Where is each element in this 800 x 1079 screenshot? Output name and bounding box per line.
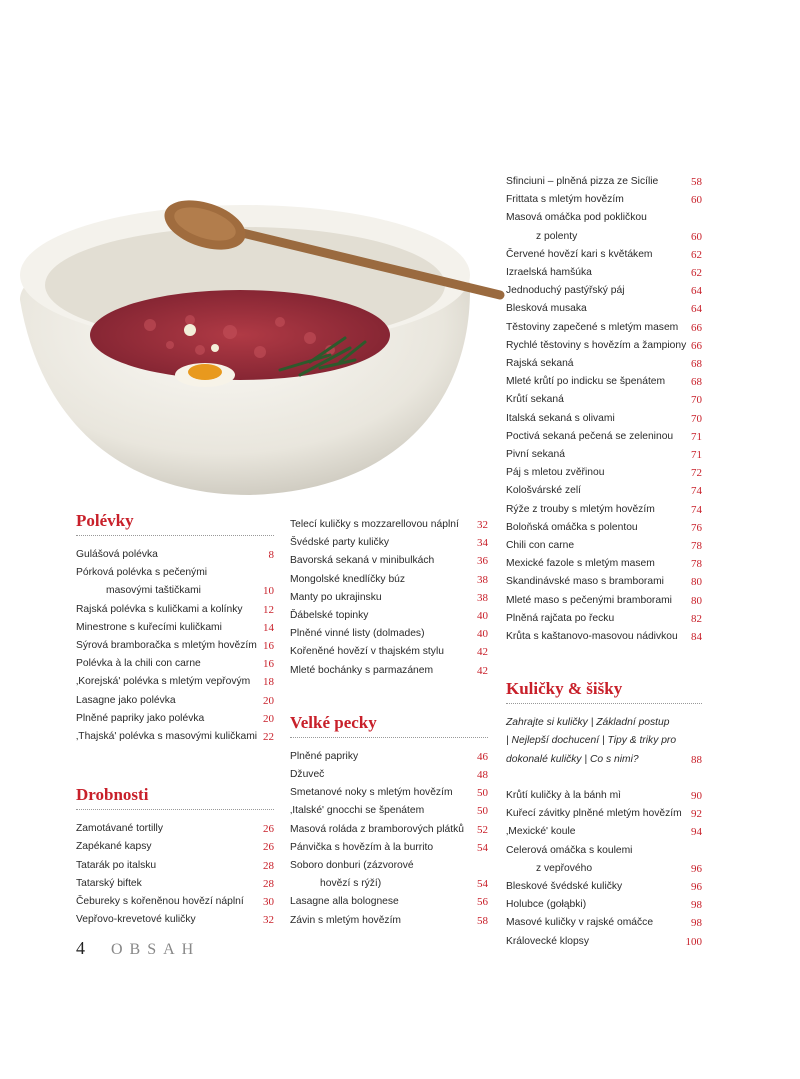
toc-entry [290, 571, 488, 589]
toc-entry-title: Pánvička s hovězím à la burrito [290, 841, 434, 853]
toc-entry-page: 54 [477, 878, 488, 891]
toc-entry-page: 28 [263, 859, 274, 872]
toc-entry [76, 838, 274, 856]
toc-entry-title: Plněné papriky jako polévka [76, 712, 205, 724]
section-heading-kulicky: Kuličky & šišky [506, 678, 702, 704]
toc-entry [290, 643, 488, 661]
toc-entry-page: 66 [691, 321, 702, 334]
toc-entry-page: 52 [477, 823, 488, 836]
toc-entry [506, 519, 702, 537]
toc-entry [290, 516, 488, 534]
toc-entry-page: 54 [477, 841, 488, 854]
toc-entry-page: 70 [691, 412, 702, 425]
toc-entry [506, 300, 702, 318]
toc-entry-title: Čebureky s kořeněnou hovězí náplní [76, 896, 244, 908]
toc-entry-page: 92 [691, 808, 702, 821]
toc-entry [290, 552, 488, 570]
toc-entry-title: Smetanové noky s mletým hovězím [290, 787, 453, 799]
toc-entry-title: Plněná rajčata po řecku [506, 612, 615, 624]
toc-entry [76, 673, 274, 691]
toc-entry-page: 8 [268, 549, 274, 561]
toc-entry [506, 191, 702, 209]
toc-entry-title: z polenty [536, 230, 578, 242]
toc-entry [76, 911, 274, 929]
toc-entry [506, 319, 702, 337]
toc-entry-page: 22 [263, 731, 274, 744]
toc-entry-title: Džuveč [290, 769, 325, 781]
toc-entry [506, 482, 702, 500]
bowl-photo [0, 100, 520, 520]
toc-entry-title: Blesková musaka [506, 303, 587, 315]
toc-entry [76, 601, 274, 619]
toc-entry-title: Kuřecí závitky plněné mletým hovězím [506, 808, 682, 820]
toc-entry-title: Masová omáčka pod pokličkou [506, 212, 647, 224]
list-polevky [76, 546, 274, 746]
toc-entry-title: Lasagne jako polévka [76, 694, 176, 706]
toc-entry [506, 537, 702, 555]
toc-column-1 [76, 510, 274, 929]
toc-entry [506, 787, 702, 805]
list-velke-pecky [290, 748, 488, 930]
toc-entry [506, 209, 702, 227]
toc-entry-title: Plněné vinné listy (dolmades) [290, 628, 425, 640]
toc-entry-page: 60 [691, 194, 702, 207]
toc-entry-page: 74 [691, 503, 702, 516]
toc-entry-page: 26 [263, 823, 274, 836]
toc-entry-title: Sýrová bramboračka s mletým hovězím [76, 640, 257, 652]
toc-entry-title: Italská sekaná s olivami [506, 412, 615, 424]
list-drobnosti-cont [290, 516, 488, 680]
toc-entry-title: Pórková polévka s pečenými [76, 567, 208, 579]
toc-entry-title: ‚Italské' gnocchi se špenátem [290, 805, 425, 817]
toc-entry-page: 82 [691, 612, 702, 625]
toc-entry-title: Krůtí sekaná [506, 394, 564, 406]
toc-entry [506, 173, 702, 191]
toc-entry-page: 100 [685, 935, 702, 948]
toc-entry [290, 534, 488, 552]
toc-entry-page: 50 [477, 805, 488, 818]
toc-entry-title: Rajská polévka s kuličkami a kolínky [76, 603, 243, 615]
toc-entry-title: Boloňská omáčka s polentou [506, 521, 638, 533]
toc-entry-title: Královecké klopsy [506, 935, 589, 947]
toc-entry [76, 692, 274, 710]
toc-entry-title: Pivní sekaná [506, 449, 565, 461]
toc-entry-title: Jednoduchý pastýřský páj [506, 285, 625, 297]
toc-entry-page: 62 [691, 248, 702, 261]
toc-entry [506, 446, 702, 464]
page-footer [76, 938, 200, 959]
list-kulicky [506, 787, 702, 951]
toc-entry [506, 282, 702, 300]
section-heading-drobnosti: Drobnosti [76, 784, 274, 810]
toc-entry-page: 98 [691, 917, 702, 930]
toc-entry-title: Sfinciuni – plněná pizza ze Sicílie [506, 176, 659, 187]
toc-entry-page: 42 [477, 664, 488, 677]
toc-entry-title: Skandinávské maso s bramborami [506, 576, 664, 588]
toc-column-3 [506, 173, 702, 951]
toc-entry [506, 391, 702, 409]
toc-entry [76, 564, 274, 582]
toc-entry-title: Poctivá sekaná pečená se zeleninou [506, 430, 674, 442]
toc-entry-title: Švédské party kuličky [290, 537, 390, 549]
toc-entry-page: 16 [263, 640, 274, 653]
toc-entry [290, 607, 488, 625]
toc-entry [506, 246, 702, 264]
toc-entry [506, 373, 702, 391]
toc-entry-page: 96 [691, 880, 702, 893]
list-drobnosti [76, 820, 274, 929]
toc-entry-title: Minestrone s kuřecími kuličkami [76, 621, 222, 633]
toc-entry-title: Frittata s mletým hovězím [506, 194, 624, 206]
toc-entry-title: Lasagne alla bolognese [290, 896, 399, 908]
intro-page-number: 88 [691, 753, 702, 766]
page-title: OBSAH [111, 941, 201, 958]
toc-entry-title: Telecí kuličky s mozzarellovou náplní [290, 519, 459, 530]
toc-entry-title: Těstoviny zapečené s mletým masem [506, 321, 679, 333]
toc-entry-page: 32 [477, 519, 488, 531]
toc-entry-title: Mleté bochánky s parmazánem [290, 664, 434, 676]
toc-entry-page: 76 [691, 521, 702, 534]
toc-entry-title: ‚Thajská' polévka s masovými kuličkami [76, 731, 258, 743]
toc-entry [76, 893, 274, 911]
toc-entry-title: Ďábelské topinky [290, 610, 369, 622]
kulicky-intro [506, 714, 702, 769]
toc-entry [76, 710, 274, 728]
toc-entry-page: 64 [691, 303, 702, 316]
toc-entry [290, 625, 488, 643]
toc-entry-title: Izraelská hamšúka [506, 267, 592, 279]
toc-column-2 [290, 516, 488, 930]
toc-entry-title: Krůta s kaštanovo-masovou nádivkou [506, 631, 678, 643]
toc-entry-title: Manty po ukrajinsku [290, 591, 382, 603]
toc-entry-page: 34 [477, 537, 488, 550]
toc-entry-page: 78 [691, 540, 702, 553]
toc-entry [76, 619, 274, 637]
toc-entry [506, 805, 702, 823]
toc-entry [76, 655, 274, 673]
toc-entry-page: 40 [477, 610, 488, 623]
toc-entry-title: Závin s mletým hovězím [290, 914, 402, 926]
toc-entry [506, 842, 702, 860]
toc-entry-page: 12 [263, 603, 274, 616]
toc-entry [290, 875, 488, 893]
toc-entry-title: Mongolské knedlíčky búz [290, 573, 406, 585]
toc-entry [290, 766, 488, 784]
page-number: 4 [76, 938, 85, 958]
toc-entry-page: 80 [691, 576, 702, 589]
toc-entry-title: Soboro donburi (zázvorové [290, 860, 414, 872]
toc-entry [76, 857, 274, 875]
toc-entry [290, 802, 488, 820]
toc-entry-page: 46 [477, 750, 488, 763]
toc-entry-page: 48 [477, 769, 488, 782]
toc-entry-title: Masová roláda z bramborových plátků [290, 823, 464, 835]
toc-entry-title: Celerová omáčka s koulemi [506, 844, 633, 856]
toc-entry-page: 84 [691, 631, 702, 644]
section-heading-velke-pecky: Velké pecky [290, 712, 488, 738]
toc-entry [290, 662, 488, 680]
toc-entry-title: Chili con carne [506, 540, 575, 552]
list-velke-pecky-cont [506, 173, 702, 646]
toc-entry-page: 78 [691, 558, 702, 571]
intro-line: | Nejlepší dochucení | Tipy & triky pro [506, 735, 677, 747]
toc-entry [290, 748, 488, 766]
toc-entry [290, 821, 488, 839]
toc-entry-page: 68 [691, 376, 702, 389]
toc-entry-page: 94 [691, 826, 702, 839]
toc-entry-title: Zamotávané tortilly [76, 823, 163, 835]
toc-entry-page: 36 [477, 555, 488, 568]
intro-line: Zahrajte si kuličky | Základní postup [506, 717, 670, 729]
toc-entry-title: Tatarský biftek [76, 877, 142, 889]
toc-entry-page: 90 [691, 789, 702, 802]
toc-entry-page: 42 [477, 646, 488, 659]
toc-entry-title: Bleskové švédské kuličky [506, 880, 623, 892]
toc-entry [506, 228, 702, 246]
toc-entry-page: 74 [691, 485, 702, 498]
toc-entry-page: 71 [691, 430, 702, 443]
toc-entry [290, 784, 488, 802]
toc-entry-title: Gulášová polévka [76, 549, 158, 560]
toc-entry-page: 58 [691, 176, 702, 188]
toc-entry-title: Mleté krůtí po indicku se špenátem [506, 376, 666, 388]
toc-entry-title: Zapékané kapsy [76, 841, 152, 853]
toc-entry [506, 355, 702, 373]
toc-entry-page: 68 [691, 358, 702, 371]
toc-entry [76, 637, 274, 655]
toc-entry-page: 20 [263, 694, 274, 707]
toc-entry-title: Mexické fazole s mletým masem [506, 558, 655, 570]
toc-entry [506, 878, 702, 896]
toc-entry [506, 933, 702, 951]
toc-entry [506, 914, 702, 932]
toc-entry-page: 66 [691, 339, 702, 352]
toc-entry-page: 70 [691, 394, 702, 407]
toc-entry [506, 896, 702, 914]
toc-entry [290, 589, 488, 607]
toc-entry [290, 893, 488, 911]
toc-entry-title: ‚Mexické' koule [506, 826, 576, 838]
toc-entry [76, 546, 274, 564]
toc-entry-page: 58 [477, 914, 488, 927]
toc-entry [290, 839, 488, 857]
toc-entry-page: 28 [263, 877, 274, 890]
toc-entry [506, 464, 702, 482]
toc-entry-title: Červené hovězí kari s květákem [506, 248, 653, 260]
toc-entry-title: Vepřovo-krevetové kuličky [76, 914, 196, 926]
toc-entry [76, 875, 274, 893]
toc-entry-title: Bavorská sekaná v minibulkách [290, 555, 435, 567]
toc-entry-page: 80 [691, 594, 702, 607]
toc-entry-page: 72 [691, 467, 702, 480]
toc-entry [506, 410, 702, 428]
toc-entry [506, 823, 702, 841]
toc-entry [76, 728, 274, 746]
toc-entry-page: 32 [263, 914, 274, 927]
toc-entry [290, 912, 488, 930]
toc-entry-title: Tatarák po italsku [76, 859, 157, 871]
toc-entry-title: Masové kuličky v rajské omáčce [506, 917, 654, 929]
toc-entry [506, 555, 702, 573]
intro-line: dokonalé kuličky | Co s nimi? [506, 753, 639, 765]
toc-entry-title: Páj s mletou zvěřinou [506, 467, 605, 479]
toc-entry [506, 573, 702, 591]
toc-entry [506, 337, 702, 355]
toc-entry-page: 26 [263, 841, 274, 854]
toc-entry-page: 64 [691, 285, 702, 298]
toc-entry-title: Rýže z trouby s mletým hovězím [506, 503, 655, 515]
toc-entry-title: Krůtí kuličky à la bánh mì [506, 789, 622, 801]
toc-entry-page: 16 [263, 658, 274, 671]
toc-entry [506, 592, 702, 610]
toc-entry-page: 56 [477, 896, 488, 909]
toc-entry-title: z vepřového [536, 862, 593, 874]
toc-entry-title: Kološvárské zelí [506, 485, 581, 497]
toc-entry-page: 60 [691, 230, 702, 243]
toc-entry-page: 10 [263, 585, 274, 598]
toc-entry-page: 20 [263, 712, 274, 725]
toc-entry-page: 62 [691, 267, 702, 280]
toc-entry [506, 264, 702, 282]
toc-entry-title: Mleté maso s pečenými bramborami [506, 594, 672, 606]
toc-entry-page: 40 [477, 628, 488, 641]
toc-entry [506, 860, 702, 878]
section-heading-polevky: Polévky [76, 510, 274, 536]
toc-entry-page: 96 [691, 862, 702, 875]
toc-entry-title: Kořeněné hovězí v thajském stylu [290, 646, 444, 658]
toc-entry-page: 18 [263, 676, 274, 689]
toc-entry [506, 501, 702, 519]
toc-entry-page: 38 [477, 591, 488, 604]
toc-entry [76, 820, 274, 838]
toc-entry-title: masovými taštičkami [106, 585, 201, 597]
toc-entry [76, 582, 274, 600]
toc-entry-page: 98 [691, 899, 702, 912]
toc-entry-page: 71 [691, 449, 702, 462]
toc-entry-page: 14 [263, 621, 274, 634]
toc-entry-title: ‚Korejská' polévka s mletým vepřovým [76, 676, 251, 688]
toc-entry-page: 30 [263, 896, 274, 909]
toc-entry-title: Plněné papriky [290, 750, 359, 762]
toc-entry [506, 628, 702, 646]
toc-entry-page: 38 [477, 573, 488, 586]
toc-entry-title: Rychlé těstoviny s hovězím a žampiony [506, 339, 687, 351]
toc-entry [506, 428, 702, 446]
toc-entry-title: Polévka à la chili con carne [76, 658, 201, 670]
toc-entry [506, 610, 702, 628]
toc-entry-title: Holubce (gołąbki) [506, 899, 587, 911]
toc-entry-title: Rajská sekaná [506, 358, 574, 370]
toc-entry-title: hovězí s rýží) [320, 878, 382, 890]
toc-entry [290, 857, 488, 875]
toc-entry-page: 50 [477, 787, 488, 800]
